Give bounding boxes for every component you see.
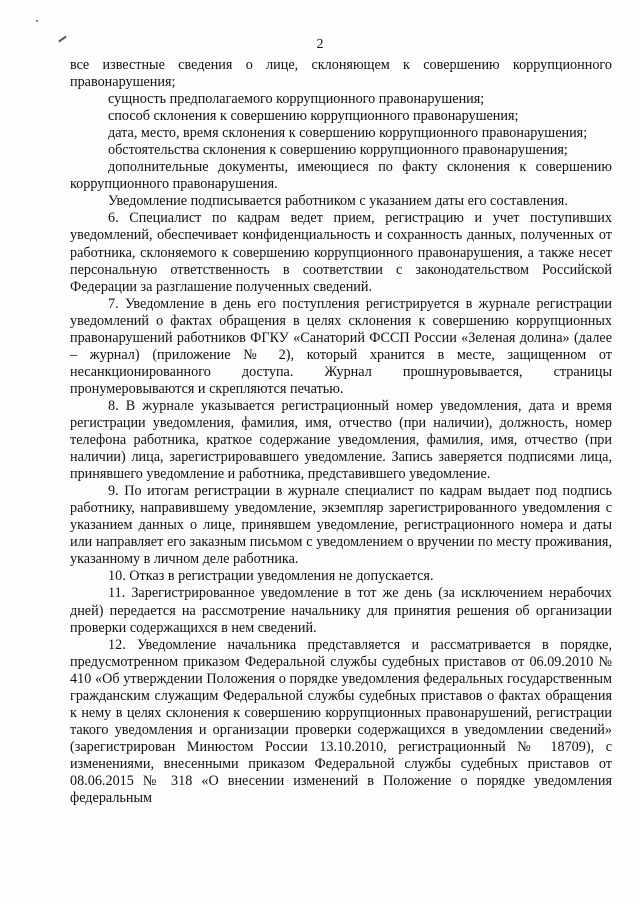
paragraph-item-additional-docs: дополнительные документы, имеющиеся по факту склонения к совершению коррупционного правонарушения. [70,159,612,193]
scan-artifact-dot [36,20,38,22]
page-number: 2 [316,37,324,52]
paragraph-10: 10. Отказ в регистрации уведомления не допускается. [108,568,434,585]
paragraph-8: 8. В журнале указывается регистрационный номер уведомления, дата и время регистрации уведомления, фамилия, имя, отчество (при наличии), должность, номер телефона работника, краткое содержание уведомления, фамилия, имя, отчество (при наличии) лица, зарегистрировавшего уведомление. Запись заверяется подписями лица, принявшего уведомление и работника, представившего уведомление. [70,397,612,483]
document-body [70,57,612,807]
paragraph-item-essence: сущность предполагаемого коррупционного правонарушения; [108,91,485,108]
paragraph-12: 12. Уведомление начальника представляется и рассматривается в порядке, предусмотренном приказом Федеральной службы судебных приставов от 06.09.2010 № 410 «Об утверждении Положения о порядке уведомления федеральных государственным гражданским служащим Федеральной службы судебных приставов о фактах обращения к нему в целях склонения к совершению коррупционных правонарушений, регистрации такого уведомления и организации проверки содержащихся в уведомлении сведений» (зарегистрирован Минюстом России 13.10.2010, регистрационный № 18709), с изменениями, внесенными приказом Федеральной службы судебных приставов от 08.06.2015 № 318 «О внесении изменений в Положение о порядке уведомления федеральным [70,636,612,807]
paragraph-6: 6. Специалист по кадрам ведет прием, регистрацию и учет поступивших уведомлений, обеспечивает конфиденциальность и сохранность данных, полученных от работника, склоняемого к совершению коррупционного правонарушения, а также несет персональную ответственность в соответствии с законодательством Российской Федерации за разглашение полученных сведений. [70,210,612,295]
paragraph-item-all-info: всe известные сведения о лице, склоняющем к совершению коррупционного правонарушения; [70,57,612,91]
paragraph-item-date-place: дата, место, время склонения к совершению коррупционного правонарушения; [108,125,588,142]
paragraph-item-circumstances: обстоятельства склонения к совершению коррупционного правонарушения; [108,142,568,159]
paragraph-7: 7. Уведомление в день его поступления регистрируется в журнале регистрации уведомлений о фактах обращения в целях склонения к совершению коррупционных правонарушений работников ФГКУ «Санаторий ФССП России «Зеленая долина» (далее – журнал) (приложение № 2), который хранится в месте, защищенном от несанкционированного доступа. Журнал прошнуровывается, страницы пронумеровываются и скрепляются печатью. [70,295,612,397]
paragraph-item-method: способ склонения к совершению коррупционного правонарушения; [108,108,519,125]
paragraph-9: 9. По итогам регистрации в журнале специалист по кадрам выдает под подпись работнику, направившему уведомление, экземпляр зарегистрированного уведомления с указанием данных о лице, принявшем уведомление, регистрационного номера и даты или направляет его заказным письмом с уведомлением о вручении по месту проживания, указанному в личном деле работника. [70,483,612,568]
paragraph-signing: Уведомление подписывается работником с указанием даты его составления. [108,193,568,210]
paragraph-11: 11. Зарегистрированное уведомление в тот же день (за исключением нерабочих дней) передается на рассмотрение начальнику для принятия решения об организации проверки содержащихся в нем сведений. [70,585,612,636]
